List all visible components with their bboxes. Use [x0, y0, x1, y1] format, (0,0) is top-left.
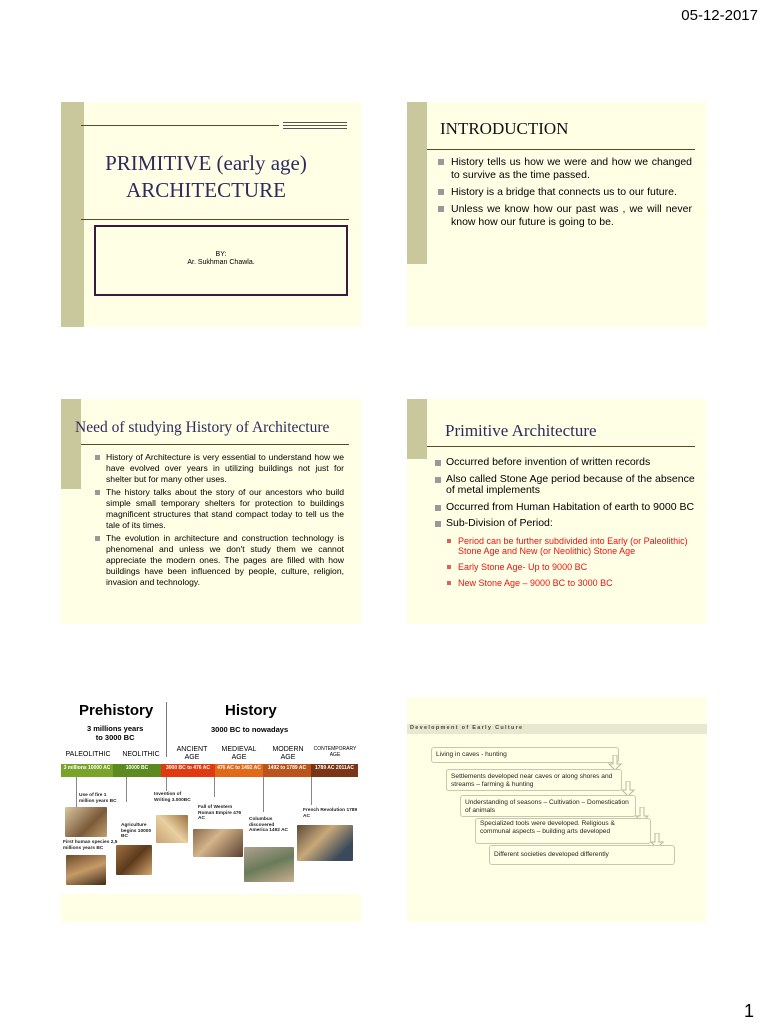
decorative-line: [427, 149, 695, 150]
sub-bullet-item: Period can be further subdivided into Early (or Paleolithic) Stone Age and New (or Neolithic) Stone Age: [446, 536, 699, 556]
timeline-divider: [166, 702, 167, 757]
slide-need-of-studying: [61, 399, 361, 624]
timeline-image: [61, 697, 361, 894]
bullet-square-icon: [435, 521, 441, 527]
writing-tablet-image: [156, 815, 188, 843]
decorative-stripes: [283, 122, 347, 130]
decorative-line: [81, 125, 279, 126]
flow-step: Living in caves - hunting: [431, 747, 619, 763]
timeline-marker: [166, 777, 167, 791]
era-label: CONTEMPORARY AGE: [313, 746, 357, 758]
timeline-marker: [214, 777, 215, 797]
sub-bullet-item: Early Stone Age- Up to 9000 BC: [446, 562, 699, 572]
slide-accent-bar: [61, 102, 84, 327]
stone-age-image: [65, 807, 107, 837]
timeline-marker: [126, 777, 127, 802]
timeline-note: Fall of Western Roman Empire 476 AC: [198, 805, 242, 821]
agriculture-image: [116, 845, 152, 875]
prehistory-heading: Prehistory: [79, 702, 154, 719]
era-label: NEOLITHIC: [122, 751, 160, 758]
decorative-line: [427, 446, 695, 447]
early-humans-image: [66, 855, 106, 885]
page-date: 05-12-2017: [681, 7, 758, 24]
slide-title: [61, 102, 361, 327]
title-line-2: ARCHITECTURE: [126, 178, 286, 202]
timeline-segment: 1492 to 1789 AC: [263, 764, 311, 777]
band-title: Development of Early Culture: [410, 725, 524, 731]
timeline-note: Use of fire 1 million years BC: [79, 793, 117, 804]
decorative-line: [81, 219, 349, 220]
era-label: PALEOLITHIC: [65, 751, 111, 758]
slide-title-text: [84, 150, 328, 204]
bullet-square-icon: [95, 536, 100, 541]
timeline-note: First human species 2,5 millions years BC: [63, 840, 118, 851]
slide-introduction: [407, 102, 707, 327]
slide-heading: Primitive Architecture: [445, 421, 597, 440]
bullet-item: Occurred from Human Habitation of earth to 9000 BC: [434, 502, 699, 514]
bullet-item: Unless we know how our past was , we will never know how our future is going to be.: [437, 203, 692, 229]
era-label: ANCIENT AGE: [176, 746, 208, 761]
flow-step: Different societies developed differently: [489, 845, 675, 865]
author-box: [94, 225, 348, 296]
history-subheading: 3000 BC to nowadays: [211, 725, 289, 734]
bullet-item: History of Architecture is very essential to understand how we have evolved over years in utilizing buildings not just for shelter but for many other uses.: [94, 452, 344, 485]
bullet-item: The evolution in architecture and construction technology is phenomenal and unless we don't study them we cannot appreciate the modern ones. The pages are filled with how buildings have been influenced by people, culture, religion, invasion and technology.: [94, 533, 344, 588]
bullet-item: The history talks about the story of our ancestors who build simple small temporary shelters for protection to buildings magnificent structures that stand compact today to tell us the tale of its times.: [94, 487, 344, 531]
slide-accent-bar: [407, 102, 427, 264]
title-line-1: PRIMITIVE (early age): [105, 151, 307, 175]
prehistory-subheading: 3 millions years to 3000 BC: [87, 724, 144, 742]
french-revolution-image: [297, 825, 353, 861]
era-label: MODERN AGE: [272, 746, 304, 761]
columbus-image: [244, 847, 294, 882]
timeline-note: Columbus discovered America 1492 AC: [249, 817, 289, 833]
slide-primitive-architecture: [407, 399, 707, 624]
bullet-list: [94, 452, 344, 590]
slide-accent-bar: [407, 399, 427, 459]
flow-step: Specialized tools were developed. Religious & communal aspects – building arts developed: [475, 818, 651, 844]
bullet-square-icon: [435, 460, 441, 466]
bullet-square-icon: [447, 539, 451, 543]
timeline-note: Invention of Writing 3.000BC: [154, 792, 191, 803]
roman-empire-image: [193, 829, 243, 857]
timeline-marker: [263, 777, 264, 812]
bullet-list: [434, 457, 699, 594]
bullet-square-icon: [438, 206, 444, 212]
bullet-item: History is a bridge that connects us to our future.: [437, 186, 692, 199]
slide-timeline: [61, 697, 361, 922]
bullet-square-icon: [435, 505, 441, 511]
bullet-square-icon: [447, 565, 451, 569]
bullet-square-icon: [438, 189, 444, 195]
bullet-list: [437, 156, 692, 233]
slide-heading: INTRODUCTION: [440, 119, 569, 138]
page-number: 1: [743, 1001, 754, 1021]
by-label: BY:: [215, 251, 227, 258]
timeline-note: French Revolution 1789 AC: [303, 808, 358, 819]
timeline-bar: [61, 764, 358, 777]
bullet-item: History tells us how we were and how we changed to survive as the time passed.: [437, 156, 692, 182]
sub-bullet-list: [446, 536, 699, 588]
timeline-segment: 476 AC to 1492 AC: [215, 764, 263, 777]
era-label: MEDIEVAL AGE: [221, 746, 257, 761]
bullet-square-icon: [435, 477, 441, 483]
flow-step: Understanding of seasons – Cultivation – Domestication of animals: [460, 795, 636, 817]
timeline-segment: 10000 BC: [113, 764, 161, 777]
bullet-item: Sub-Division of Period: Period can be further subdivided into Early (or Paleolithic) Stone Age and New (or Neolithic) Stone Age Early Stone Age- Up to 9000 BC New Stone Age – 9000 BC to 3000 BC: [434, 518, 699, 588]
timeline-segment: 3 millions 10000 AC: [61, 764, 113, 777]
slide-heading: Need of studying History of Architecture: [75, 419, 330, 436]
author-name: Ar. Sukhman Chawla.: [187, 259, 255, 266]
slide-accent-bar: [61, 399, 81, 489]
slide-development-early-culture: [407, 697, 707, 922]
heading-band: [407, 724, 707, 734]
bullet-square-icon: [95, 455, 100, 460]
history-heading: History: [225, 702, 277, 719]
decorative-line: [81, 444, 349, 445]
timeline-segment: 1789 AC 2011AC: [311, 764, 358, 777]
bullet-item: Occurred before invention of written records: [434, 457, 699, 469]
flow-step: Settlements developed near caves or along shores and streams – farming & hunting: [446, 769, 622, 791]
timeline-segment: 3000 BC to 476 AC: [161, 764, 215, 777]
timeline-marker: [311, 777, 312, 805]
bullet-square-icon: [438, 159, 444, 165]
timeline-note: Agriculture begins 10000 BC: [121, 823, 152, 839]
bullet-square-icon: [95, 490, 100, 495]
bullet-item: Also called Stone Age period because of the absence of metal implements: [434, 474, 699, 497]
bullet-square-icon: [447, 581, 451, 585]
sub-bullet-item: New Stone Age – 9000 BC to 3000 BC: [446, 578, 699, 588]
